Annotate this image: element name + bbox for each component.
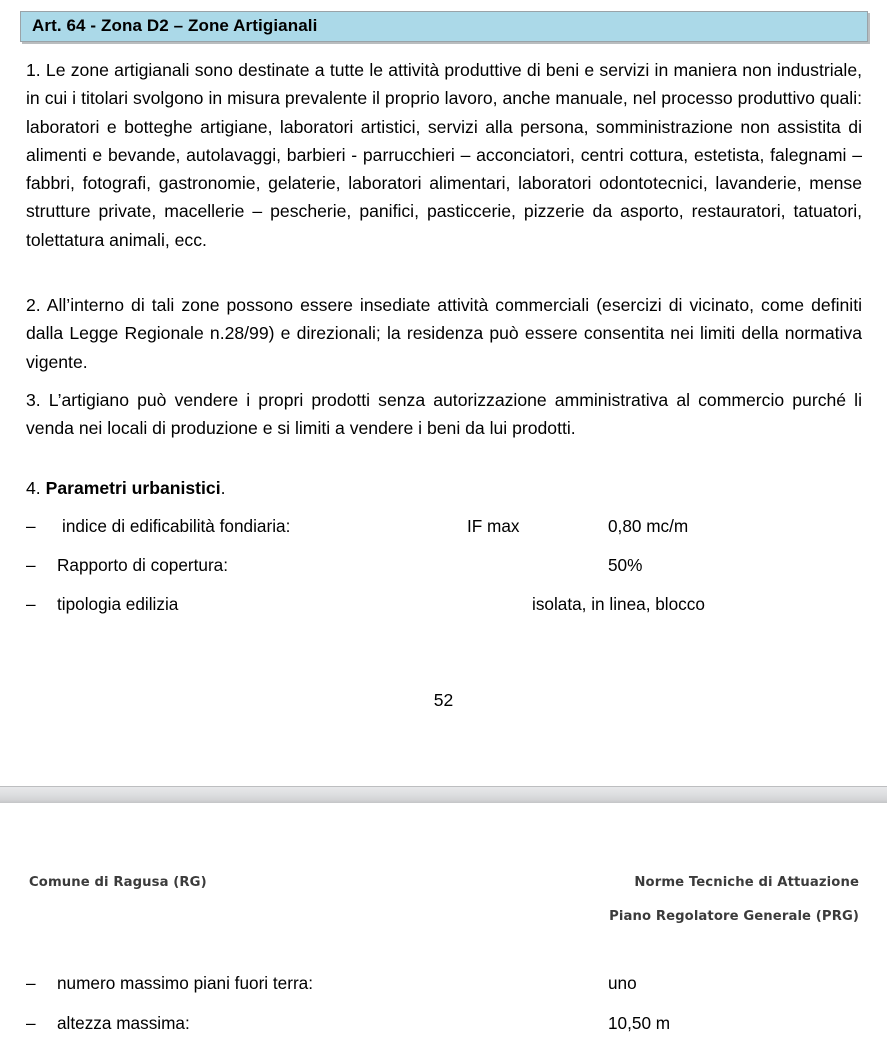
parameter-value: 10,50 m [608, 1013, 671, 1033]
bullet-dash-icon: – [26, 1013, 36, 1033]
parameter-row-numero-piani [26, 971, 862, 995]
parameter-row-rapporto-copertura [26, 553, 862, 577]
bullet-dash-icon: – [26, 973, 36, 993]
paragraph-2: 2. All’interno di tali zone possono essere insediate attività commerciali (esercizi di vicinato, come definiti dalla Legge Regionale n.28/99) e direzionali; la residenza può essere consentita nei limiti della normativa vigente. [26, 295, 862, 372]
paragraph-3: 3. L’artigiano può vendere i propri prodotti senza autorizzazione amministrativa al commercio purché li venda nei locali di produzione e si limiti a vendere i beni da lui prodotti. [26, 390, 862, 439]
parameter-label: Rapporto di copertura: [57, 555, 229, 575]
parameter-value: 50% [608, 555, 643, 575]
parameter-value: isolata, in linea, blocco [532, 594, 705, 614]
bullet-dash-icon: – [26, 555, 36, 575]
running-head-right-line1: Norme Tecniche di Attuazione [634, 875, 859, 890]
parameter-row-indice-edificabilita [26, 514, 862, 538]
page-number: 52 [433, 690, 454, 710]
parameter-label: tipologia edilizia [57, 594, 179, 614]
parameter-row-altezza-massima [26, 1011, 862, 1035]
parameter-symbol: IF max [467, 516, 520, 536]
parameter-row-tipologia-edilizia [26, 592, 862, 616]
parameters-heading-label: Parametri urbanistici [45, 478, 221, 498]
article-header-banner [20, 11, 868, 42]
parameters-heading [26, 474, 862, 502]
parameter-label: indice di edificabilità fondiaria: [62, 516, 291, 536]
document-page-next [0, 803, 887, 1050]
bullet-dash-icon: – [26, 516, 36, 536]
bullet-dash-icon: – [26, 594, 36, 614]
article-title: Art. 64 - Zona D2 – Zone Artigianali [32, 16, 318, 35]
parameter-value: 0,80 mc/m [608, 516, 689, 536]
parameters-number: 4. [26, 478, 41, 498]
parameter-label: altezza massima: [57, 1013, 190, 1033]
page-separator-divider [0, 786, 887, 803]
parameter-label: numero massimo piani fuori terra: [57, 973, 313, 993]
parameter-value: uno [608, 973, 637, 993]
running-head-right-line2: Piano Regolatore Generale (PRG) [609, 909, 859, 924]
paragraph-1: 1. Le zone artigianali sono destinate a tutte le attività produttive di beni e servizi in maniera non industriale, in cui i titolari svolgono in misura prevalente il proprio lavoro, anche manuale, nel processo produttivo quali: laboratori e botteghe artigiane, laboratori artistici, servizi alla persona, somministrazione non assistita di alimenti e bevande, autolavaggi, barbieri - parrucchieri – acconciatori, centri cottura, estetista, falegnami – fabbri, fotografi, gastronomie, gelaterie, laboratori alimentari, laboratori odontotecnici, lavanderie, mense strutture private, macellerie – pescherie, panifici, pasticcerie, pizzerie da asporto, restauratori, tatuatori, tolettatura animali, ecc. [26, 60, 862, 250]
running-head-left: Comune di Ragusa (RG) [29, 875, 207, 890]
parameters-heading-period: . [220, 478, 226, 498]
